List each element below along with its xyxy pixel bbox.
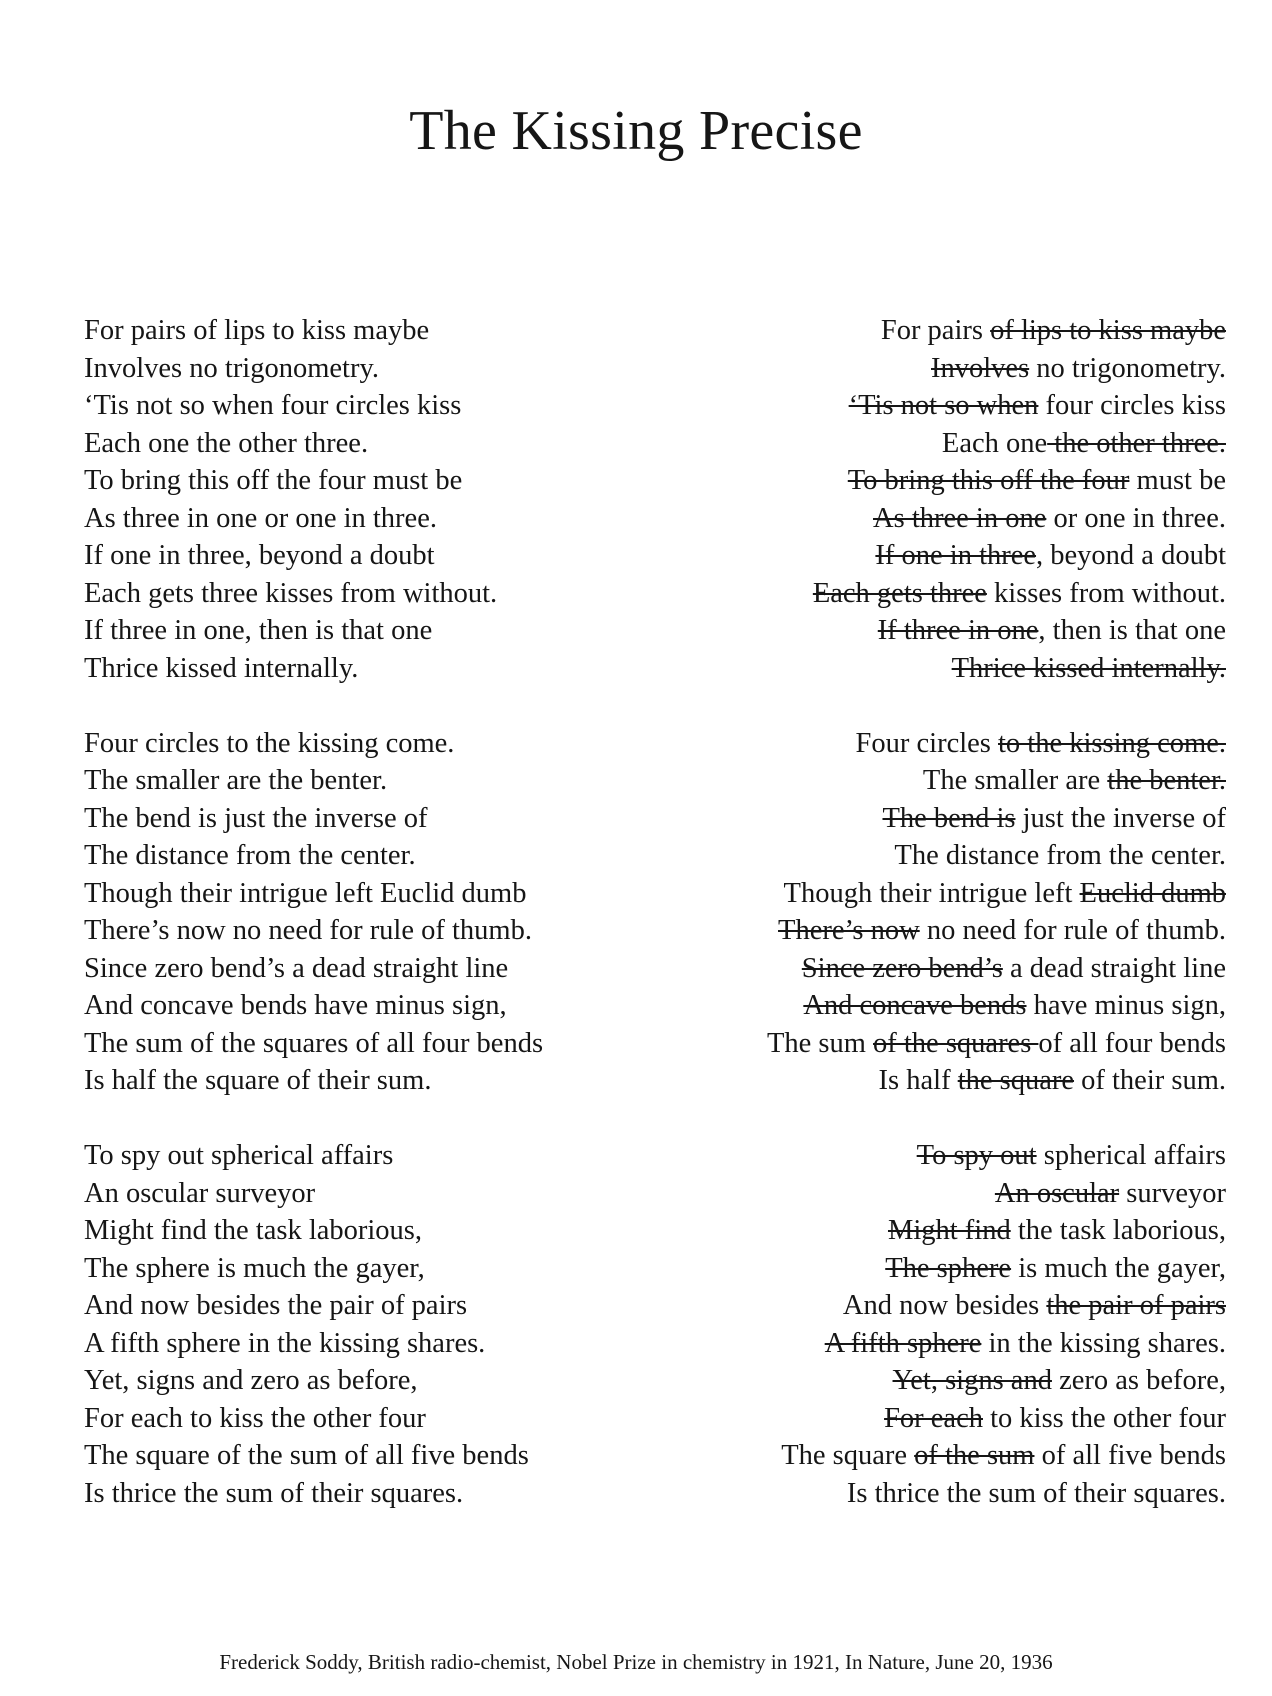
- struck-text: the other three.: [1047, 427, 1226, 459]
- kept-text: in the kissing shares.: [981, 1327, 1226, 1359]
- attribution: [0, 1648, 1272, 1676]
- poem-line-edited: [526, 762, 1226, 800]
- poem-line: Though their intrigue left Euclid dumb: [84, 877, 527, 909]
- poem-line-edited: [526, 1325, 1226, 1363]
- poem-line: An oscular surveyor: [84, 1177, 316, 1209]
- poem-line: The bend is just the inverse of: [84, 802, 428, 834]
- kept-text: no need for rule of thumb.: [919, 915, 1226, 946]
- struck-text: There’s now: [778, 915, 920, 946]
- struck-text: Thrice kissed internally.: [951, 652, 1226, 684]
- struck-text: An oscular: [994, 1177, 1120, 1209]
- kept-text: no trigonometry.: [1029, 352, 1226, 384]
- kept-text: Each one: [941, 427, 1048, 459]
- kept-text: And now besides: [842, 1290, 1047, 1321]
- poem-line-edited: [526, 537, 1226, 575]
- poem-line-edited: [526, 800, 1226, 838]
- struck-text: of lips to kiss maybe: [990, 315, 1226, 346]
- poem-line: Since zero bend’s a dead straight line: [84, 952, 509, 984]
- kept-text: Four circles: [855, 727, 999, 759]
- poem-line: The distance from the center.: [84, 840, 416, 871]
- struck-text: If one in three: [875, 540, 1037, 571]
- poem-line-edited: [526, 1400, 1226, 1438]
- kept-text: zero as before,: [1051, 1365, 1226, 1396]
- struck-text: of the squares: [873, 1027, 1039, 1059]
- poem-line-edited: [526, 650, 1226, 688]
- poem-line-edited: [526, 987, 1226, 1025]
- kept-text: Though their intrigue left: [783, 877, 1080, 909]
- poem-line: Is half the square of their sum.: [84, 1065, 432, 1096]
- poem-struck-text-column: [526, 312, 1226, 1550]
- poem-line-edited: [526, 500, 1226, 538]
- poem-line-edited: [526, 312, 1226, 350]
- page-title: The Kissing Precise: [409, 100, 863, 162]
- poem-line-edited: [526, 1437, 1226, 1475]
- poem-line-edited: [526, 1250, 1226, 1288]
- poem-line: Each one the other three.: [84, 427, 369, 459]
- struck-text: A fifth sphere: [824, 1327, 982, 1359]
- poem-line-edited: [526, 1062, 1226, 1100]
- kept-text: For pairs: [880, 315, 991, 346]
- poem-line-edited: [526, 612, 1226, 650]
- attribution-text: Frederick Soddy, British radio-chemist, Nobel Prize in chemistry in 1921, In Nature, June 20, 1936: [219, 1650, 1053, 1674]
- poem-line: Is thrice the sum of their squares.: [84, 1477, 464, 1509]
- struck-text: If three in one: [877, 615, 1039, 646]
- struck-text: To spy out: [916, 1140, 1037, 1171]
- poem-line: Four circles to the kissing come.: [84, 727, 455, 759]
- struck-text: Involves: [931, 352, 1030, 384]
- kept-text: must be: [1129, 465, 1226, 496]
- poem-line-edited: [526, 912, 1226, 950]
- struck-text: As three in one: [873, 502, 1047, 534]
- poem-line-edited: [526, 725, 1226, 763]
- kept-text: just the inverse of: [1015, 802, 1226, 834]
- struck-text: Euclid dumb: [1079, 877, 1226, 909]
- poem-line-edited: [526, 950, 1226, 988]
- struck-text: the benter.: [1107, 765, 1226, 796]
- poem-line-edited: [526, 575, 1226, 613]
- poem-line: If one in three, beyond a doubt: [84, 540, 435, 571]
- poem-line-edited: [526, 1212, 1226, 1250]
- stanza-right-3: [526, 1137, 1226, 1512]
- struck-text: For each: [884, 1402, 983, 1434]
- kept-text: surveyor: [1119, 1177, 1226, 1209]
- poem-line: Thrice kissed internally.: [84, 652, 359, 684]
- poem-line-edited: [526, 1175, 1226, 1213]
- kept-text: The sum: [766, 1027, 874, 1059]
- kept-text: The smaller are: [922, 765, 1108, 796]
- kept-text: Is thrice the sum of their squares.: [846, 1477, 1226, 1509]
- kept-text: The distance from the center.: [894, 840, 1226, 871]
- poem-line: Involves no trigonometry.: [84, 352, 379, 384]
- poem-line: And concave bends have minus sign,: [84, 990, 507, 1021]
- kept-text: of all four bends: [1038, 1027, 1226, 1059]
- kept-text: have minus sign,: [1026, 990, 1226, 1021]
- poem-line: The smaller are the benter.: [84, 765, 388, 796]
- struck-text: the square: [957, 1065, 1075, 1096]
- poem-line: If three in one, then is that one: [84, 615, 433, 646]
- struck-text: of the sum: [914, 1440, 1035, 1471]
- poem-line-edited: [526, 1025, 1226, 1063]
- kept-text: the task laborious,: [1010, 1215, 1226, 1246]
- kept-text: The square: [781, 1440, 915, 1471]
- poem-line: To spy out spherical affairs: [84, 1140, 394, 1171]
- kept-text: to kiss the other four: [982, 1402, 1226, 1434]
- poem-line: Each gets three kisses from without.: [84, 577, 498, 609]
- poem-line-edited: [526, 462, 1226, 500]
- struck-text: the pair of pairs: [1046, 1290, 1226, 1321]
- struck-text: To bring this off the four: [847, 465, 1130, 496]
- poem-line: The sphere is much the gayer,: [84, 1252, 425, 1284]
- kept-text: of their sum.: [1074, 1065, 1226, 1096]
- kept-text: is much the gayer,: [1011, 1252, 1226, 1284]
- struck-text: Might find: [887, 1215, 1011, 1246]
- kept-text: of all five bends: [1034, 1440, 1226, 1471]
- stanza-right-2: [526, 725, 1226, 1100]
- poem-line: The square of the sum of all five bends: [84, 1440, 529, 1471]
- poem-line-edited: [526, 875, 1226, 913]
- kept-text: kisses from without.: [986, 577, 1226, 609]
- kept-text: , then is that one: [1038, 615, 1226, 646]
- struck-text: to the kissing come.: [998, 727, 1226, 759]
- kept-text: or one in three.: [1046, 502, 1226, 534]
- poem-line: The sum of the squares of all four bends: [84, 1027, 544, 1059]
- poem-line-edited: [526, 425, 1226, 463]
- poem-line-edited: [526, 387, 1226, 425]
- stanza-right-1: [526, 312, 1226, 687]
- kept-text: a dead straight line: [1002, 952, 1226, 984]
- poem-line-edited: [526, 350, 1226, 388]
- kept-text: Is half: [878, 1065, 958, 1096]
- poem-line: To bring this off the four must be: [84, 465, 463, 496]
- kept-text: , beyond a doubt: [1036, 540, 1226, 571]
- kept-text: spherical affairs: [1036, 1140, 1226, 1171]
- poem-line-edited: [526, 837, 1226, 875]
- poem-line: For pairs of lips to kiss maybe: [84, 315, 430, 346]
- poem-line: ‘Tis not so when four circles kiss: [84, 390, 462, 421]
- struck-text: ‘Tis not so when: [848, 390, 1039, 421]
- poem-line: A fifth sphere in the kissing shares.: [84, 1327, 486, 1359]
- poem-line: Might find the task laborious,: [84, 1215, 423, 1246]
- poem-line: Yet, signs and zero as before,: [84, 1365, 418, 1396]
- poem-line: And now besides the pair of pairs: [84, 1290, 468, 1321]
- struck-text: Since zero bend’s: [801, 952, 1003, 984]
- struck-text: The bend is: [882, 802, 1016, 834]
- poem-line: As three in one or one in three.: [84, 502, 437, 534]
- struck-text: Yet, signs and: [892, 1365, 1052, 1396]
- poem-line: There’s now no need for rule of thumb.: [84, 915, 532, 946]
- poem-line: For each to kiss the other four: [84, 1402, 426, 1434]
- struck-text: Each gets three: [812, 577, 987, 609]
- struck-text: And concave bends: [803, 990, 1027, 1021]
- poem-line-edited: [526, 1287, 1226, 1325]
- poem-line-edited: [526, 1475, 1226, 1513]
- struck-text: The sphere: [885, 1252, 1012, 1284]
- poem-line-edited: [526, 1362, 1226, 1400]
- kept-text: four circles kiss: [1038, 390, 1226, 421]
- poem-line-edited: [526, 1137, 1226, 1175]
